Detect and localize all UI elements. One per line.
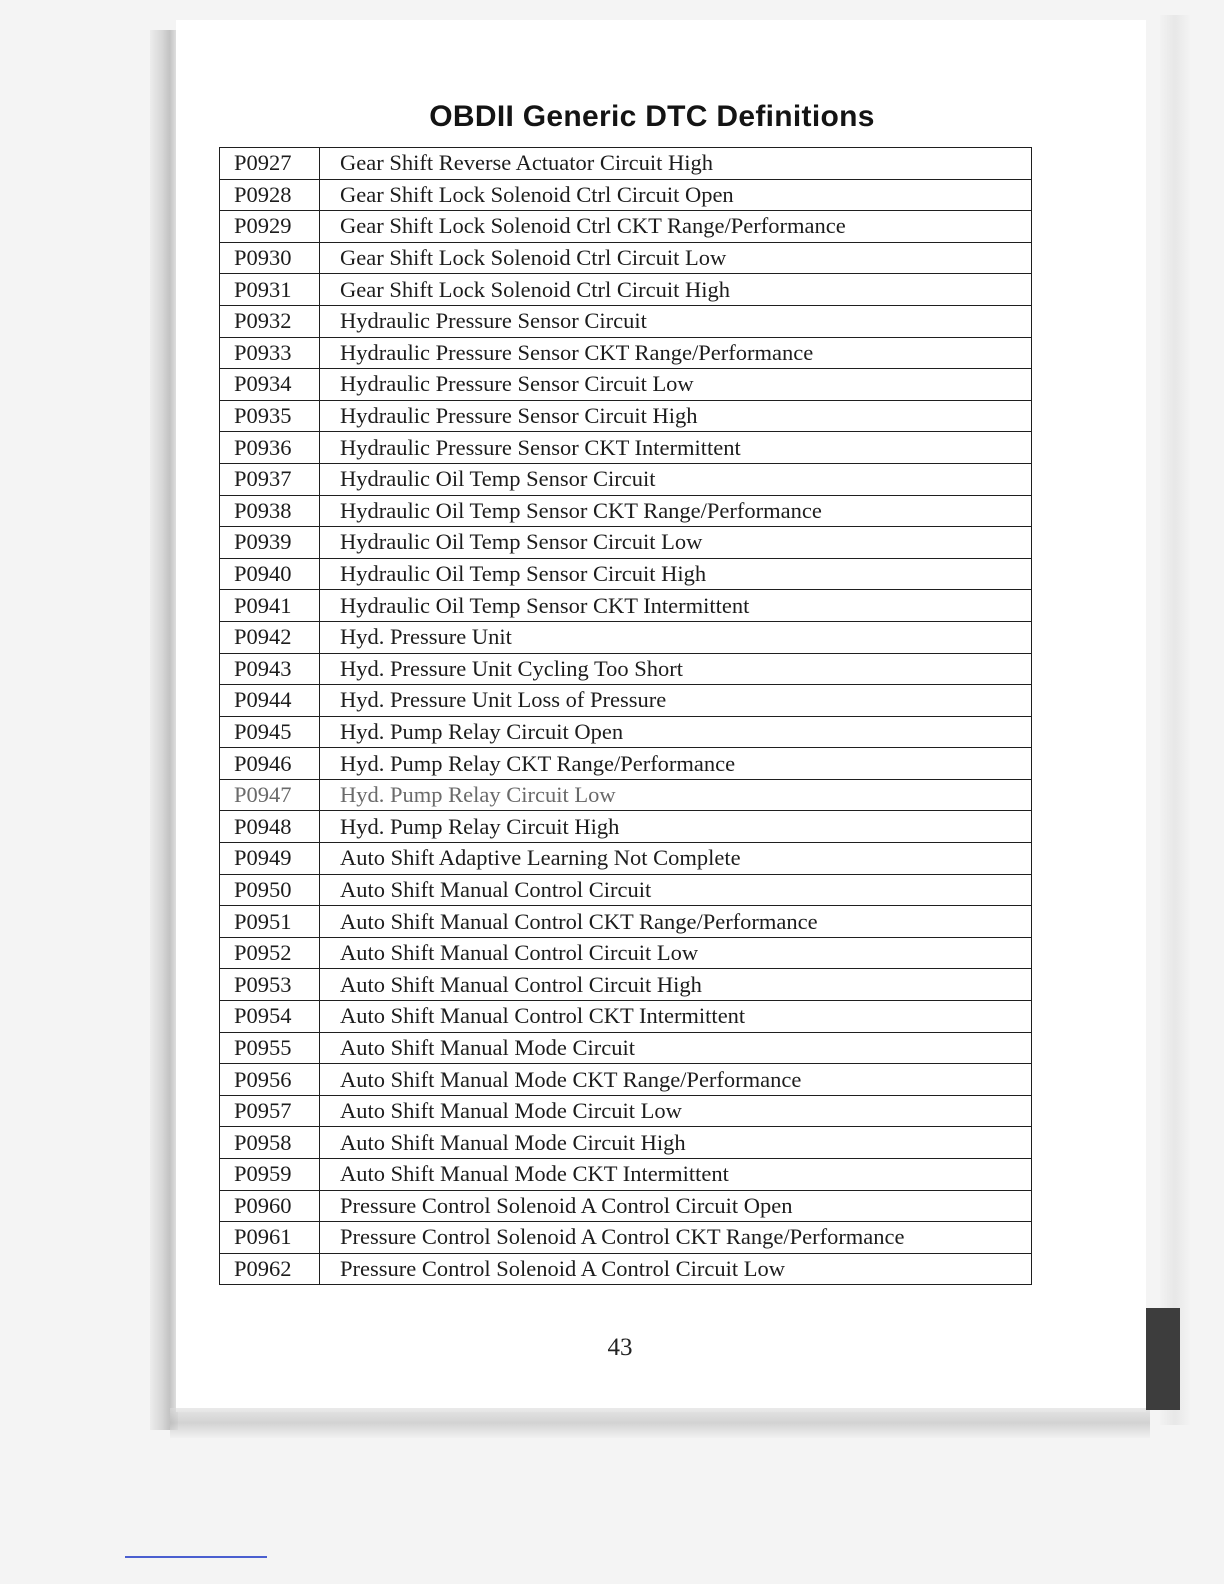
dtc-code: P0958: [220, 1127, 320, 1159]
page-right-edge: [1160, 15, 1190, 1425]
table-row: [220, 1127, 1032, 1159]
dtc-definition: Pressure Control Solenoid A Control CKT Range/Performance: [320, 1222, 1032, 1254]
table-row: [220, 685, 1032, 717]
table-row: [220, 1222, 1032, 1254]
dtc-code: P0938: [220, 495, 320, 527]
dtc-definition: Pressure Control Solenoid A Control Circuit Low: [320, 1253, 1032, 1285]
table-row: [220, 653, 1032, 685]
dtc-definition: Auto Shift Manual Control Circuit High: [320, 969, 1032, 1001]
table-row: [220, 463, 1032, 495]
table-row: [220, 305, 1032, 337]
dtc-definition: Hydraulic Pressure Sensor Circuit: [320, 305, 1032, 337]
dtc-code: P0931: [220, 274, 320, 306]
dtc-code: P0962: [220, 1253, 320, 1285]
table-row: [220, 1064, 1032, 1096]
table-row: [220, 1190, 1032, 1222]
dtc-code: P0934: [220, 369, 320, 401]
dtc-definition: Auto Shift Manual Control Circuit Low: [320, 937, 1032, 969]
dtc-code: P0960: [220, 1190, 320, 1222]
table-row: [220, 274, 1032, 306]
dtc-definition: Hydraulic Oil Temp Sensor Circuit High: [320, 558, 1032, 590]
dtc-code: P0961: [220, 1222, 320, 1254]
dtc-definition: Hydraulic Pressure Sensor Circuit High: [320, 400, 1032, 432]
dtc-code: P0951: [220, 906, 320, 938]
dtc-code: P0959: [220, 1159, 320, 1191]
dtc-definition: Auto Shift Manual Control CKT Intermittent: [320, 1001, 1032, 1033]
dtc-definition: Auto Shift Manual Mode Circuit High: [320, 1127, 1032, 1159]
dtc-code: P0954: [220, 1001, 320, 1033]
dtc-code: P0939: [220, 527, 320, 559]
dtc-table-body: [220, 148, 1032, 1285]
table-row: [220, 1253, 1032, 1285]
dtc-definition: Hyd. Pressure Unit Cycling Too Short: [320, 653, 1032, 685]
dtc-code: P0929: [220, 211, 320, 243]
table-row: [220, 337, 1032, 369]
dtc-definition: Hyd. Pump Relay Circuit High: [320, 811, 1032, 843]
table-row: [220, 716, 1032, 748]
dtc-code: P0932: [220, 305, 320, 337]
dtc-code: P0943: [220, 653, 320, 685]
dtc-definition: Gear Shift Reverse Actuator Circuit High: [320, 148, 1032, 180]
dtc-definition: Hyd. Pump Relay Circuit Open: [320, 716, 1032, 748]
dtc-code: P0942: [220, 621, 320, 653]
dtc-definition: Gear Shift Lock Solenoid Ctrl Circuit Open: [320, 179, 1032, 211]
dtc-code: P0949: [220, 843, 320, 875]
table-row: [220, 590, 1032, 622]
dtc-code: P0935: [220, 400, 320, 432]
dtc-definition: Auto Shift Manual Mode Circuit: [320, 1032, 1032, 1064]
dtc-definition: Auto Shift Manual Mode Circuit Low: [320, 1095, 1032, 1127]
table-row: [220, 811, 1032, 843]
table-row: [220, 558, 1032, 590]
dtc-code: P0927: [220, 148, 320, 180]
table-row: [220, 748, 1032, 780]
table-row: [220, 1001, 1032, 1033]
dtc-definition: Auto Shift Manual Mode CKT Intermittent: [320, 1159, 1032, 1191]
dtc-code: P0947: [220, 779, 320, 811]
dtc-code: P0930: [220, 242, 320, 274]
dtc-code: P0946: [220, 748, 320, 780]
dtc-code: P0955: [220, 1032, 320, 1064]
dtc-definition: Gear Shift Lock Solenoid Ctrl CKT Range/Performance: [320, 211, 1032, 243]
dtc-definition: Gear Shift Lock Solenoid Ctrl Circuit Low: [320, 242, 1032, 274]
dtc-code: P0945: [220, 716, 320, 748]
dtc-definition: Auto Shift Adaptive Learning Not Complete: [320, 843, 1032, 875]
dtc-definition: Hydraulic Oil Temp Sensor Circuit: [320, 463, 1032, 495]
dtc-code: P0940: [220, 558, 320, 590]
page-title: OBDII Generic DTC Definitions: [429, 100, 875, 133]
dtc-code: P0956: [220, 1064, 320, 1096]
dtc-definition: Hyd. Pressure Unit: [320, 621, 1032, 653]
table-row: [220, 148, 1032, 180]
dtc-code: P0953: [220, 969, 320, 1001]
dtc-definition: Hyd. Pump Relay CKT Range/Performance: [320, 748, 1032, 780]
table-row: [220, 242, 1032, 274]
table-row: [220, 495, 1032, 527]
dtc-definition: Pressure Control Solenoid A Control Circuit Open: [320, 1190, 1032, 1222]
dtc-definition: Hydraulic Pressure Sensor Circuit Low: [320, 369, 1032, 401]
dtc-code: P0936: [220, 432, 320, 464]
dtc-definition: Gear Shift Lock Solenoid Ctrl Circuit High: [320, 274, 1032, 306]
table-row: [220, 621, 1032, 653]
table-row: [220, 527, 1032, 559]
table-row: [220, 937, 1032, 969]
dtc-definition: Hyd. Pump Relay Circuit Low: [320, 779, 1032, 811]
dtc-code: P0944: [220, 685, 320, 717]
table-row: [220, 1032, 1032, 1064]
table-row: [220, 969, 1032, 1001]
table-row: [220, 1159, 1032, 1191]
table-row: [220, 906, 1032, 938]
dtc-definition: Hydraulic Oil Temp Sensor Circuit Low: [320, 527, 1032, 559]
page-number: 43: [607, 1334, 633, 1361]
section-tab-marker: [1146, 1308, 1180, 1410]
dtc-definition: Hyd. Pressure Unit Loss of Pressure: [320, 685, 1032, 717]
dtc-definition: Auto Shift Manual Control Circuit: [320, 874, 1032, 906]
table-row: [220, 843, 1032, 875]
table-row: [220, 400, 1032, 432]
dtc-definition: Hydraulic Oil Temp Sensor CKT Range/Performance: [320, 495, 1032, 527]
table-row: [220, 779, 1032, 811]
dtc-code: P0950: [220, 874, 320, 906]
dtc-definition: Hydraulic Pressure Sensor CKT Range/Performance: [320, 337, 1032, 369]
dtc-code: P0952: [220, 937, 320, 969]
dtc-table: [219, 147, 1032, 1285]
dtc-code: P0933: [220, 337, 320, 369]
dtc-code: P0937: [220, 463, 320, 495]
dtc-definition: Hydraulic Pressure Sensor CKT Intermittent: [320, 432, 1032, 464]
table-row: [220, 179, 1032, 211]
dtc-code: P0948: [220, 811, 320, 843]
footer-rule: [125, 1556, 267, 1558]
table-row: [220, 874, 1032, 906]
dtc-definition: Auto Shift Manual Mode CKT Range/Performance: [320, 1064, 1032, 1096]
dtc-definition: Hydraulic Oil Temp Sensor CKT Intermittent: [320, 590, 1032, 622]
table-row: [220, 369, 1032, 401]
page-edge-shadow: [150, 30, 178, 1430]
table-row: [220, 432, 1032, 464]
dtc-code: P0941: [220, 590, 320, 622]
dtc-definition: Auto Shift Manual Control CKT Range/Performance: [320, 906, 1032, 938]
dtc-code: P0957: [220, 1095, 320, 1127]
dtc-code: P0928: [220, 179, 320, 211]
table-row: [220, 1095, 1032, 1127]
table-row: [220, 211, 1032, 243]
page-bottom-shadow: [170, 1408, 1150, 1438]
